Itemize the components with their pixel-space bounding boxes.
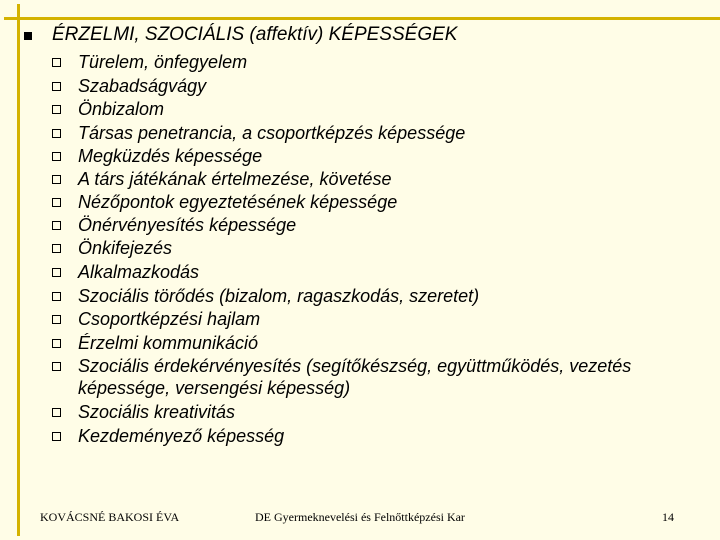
footer-institution: DE Gyermeknevelési és Felnőttképzési Kar <box>255 510 465 524</box>
checkbox-bullet-icon <box>52 408 61 417</box>
checkbox-bullet-icon <box>52 339 61 348</box>
list-item-text: Önérvényesítés képessége <box>78 215 297 235</box>
list-item-text: Kezdeményező képesség <box>78 426 285 446</box>
list-item-text: Érzelmi kommunikáció <box>78 333 259 353</box>
list-item-text: Önbizalom <box>78 99 165 119</box>
slide-title: ÉRZELMI, SZOCIÁLIS (affektív) KÉPESSÉGEK <box>52 24 458 45</box>
checkbox-bullet-icon <box>52 198 61 207</box>
frame-left-line <box>17 4 20 536</box>
checkbox-bullet-icon <box>52 432 61 441</box>
checkbox-bullet-icon <box>52 362 61 371</box>
list-item-text: Türelem, önfegyelem <box>78 52 248 72</box>
list-item-text: A társ játékának értelmezése, követése <box>78 169 392 189</box>
checkbox-bullet-icon <box>52 292 61 301</box>
checkbox-bullet-icon <box>52 105 61 114</box>
title-bullet-icon <box>24 32 32 40</box>
checkbox-bullet-icon <box>52 58 61 67</box>
list-item-text: Megküzdés képessége <box>78 146 263 166</box>
list-item-text: Társas penetrancia, a csoportképzés képessége <box>78 123 466 143</box>
list-item-text: Nézőpontok egyeztetésének képessége <box>78 192 398 212</box>
list-item-text: Szociális érdekérvényesítés (segítőkészség, együttműködés, vezetés képessége, versengési képesség) <box>78 356 632 398</box>
list-item-text: Szabadságvágy <box>78 76 207 96</box>
checkbox-bullet-icon <box>52 152 61 161</box>
checkbox-bullet-icon <box>52 129 61 138</box>
footer-author: KOVÁCSNÉ BAKOSI ÉVA <box>40 510 180 524</box>
checkbox-bullet-icon <box>52 244 61 253</box>
list-item-text: Szociális törődés (bizalom, ragaszkodás, szeretet) <box>78 286 480 306</box>
checkbox-bullet-icon <box>52 175 61 184</box>
checkbox-bullet-icon <box>52 221 61 230</box>
list-item-text: Alkalmazkodás <box>78 262 200 282</box>
list-item-text: Csoportképzési hajlam <box>78 309 261 329</box>
checkbox-bullet-icon <box>52 268 61 277</box>
frame-top-line <box>4 17 720 20</box>
checkbox-bullet-icon <box>52 82 61 91</box>
list-item-text: Szociális kreativitás <box>78 402 236 422</box>
page-number: 14 <box>662 510 674 524</box>
list-item-text: Önkifejezés <box>78 238 173 258</box>
checkbox-bullet-icon <box>52 315 61 324</box>
